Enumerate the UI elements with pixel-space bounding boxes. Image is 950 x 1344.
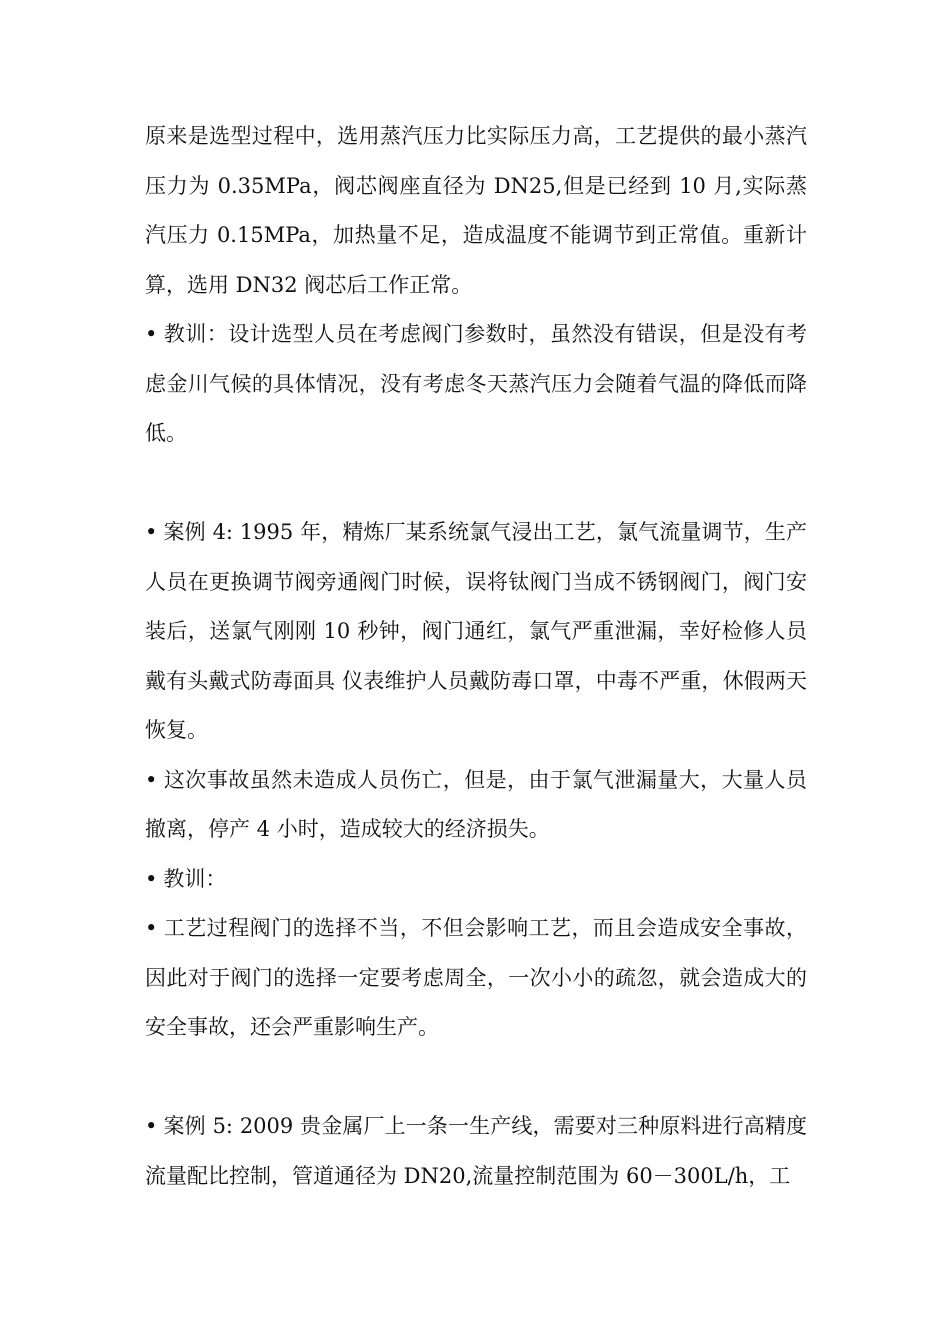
paragraph-text: 教训： xyxy=(163,866,227,891)
paragraph-case-3-continuation xyxy=(145,112,807,310)
bullet-lesson-heading xyxy=(145,855,807,905)
paragraph-text: 案例 5: 2009 贵金属厂上一条一生产线，需要对三种原料进行高精度流量配比控制，管道通径为 DN20,流量控制范围为 60－300L/h，工 xyxy=(145,1114,807,1188)
paragraph-spacer xyxy=(145,459,807,509)
paragraph-text: 工艺过程阀门的选择不当，不但会影响工艺，而且会造成安全事故，因此对于阀门的选择一定要考虑周全，一次小小的疏忽，就会造成大的安全事故，还会严重影响生产。 xyxy=(145,916,807,1039)
paragraph-spacer xyxy=(145,1053,807,1103)
bullet-dot: • xyxy=(145,866,158,891)
paragraph-text: 教训：设计选型人员在考虑阀门参数时，虽然没有错误，但是没有考虑金川气候的具体情况，没有考虑冬天蒸汽压力会随着气温的降低而降低。 xyxy=(145,322,807,445)
document-page xyxy=(145,112,807,1201)
bullet-case-4-consequence xyxy=(145,756,807,855)
bullet-dot: • xyxy=(145,1114,158,1138)
bullet-dot: • xyxy=(145,767,158,792)
paragraph-text: 这次事故虽然未造成人员伤亡，但是，由于氯气泄漏量大，大量人员撤离，停产 4 小时，造成较大的经济损失。 xyxy=(145,767,807,841)
paragraph-text: 案例 4: 1995 年，精炼厂某系统氯气浸出工艺，氯气流量调节，生产人员在更换调节阀旁通阀门时候，误将钛阀门当成不锈钢阀门，阀门安装后，送氯气刚刚 10 秒钟，阀门通红，氯气严重泄漏，幸好检修人员戴有头戴式防毒面具 仪表维护人员戴防毒口罩，中毒不严重，休假两天恢复。 xyxy=(145,520,807,742)
bullet-dot: • xyxy=(145,916,158,940)
bullet-lesson-case-3 xyxy=(145,310,807,459)
bullet-dot: • xyxy=(145,322,158,346)
bullet-case-5 xyxy=(145,1102,807,1201)
bullet-case-4 xyxy=(145,508,807,756)
bullet-dot: • xyxy=(145,520,158,544)
bullet-lesson-case-4 xyxy=(145,904,807,1053)
paragraph-text: 原来是选型过程中，选用蒸汽压力比实际压力高，工艺提供的最小蒸汽压力为 0.35MPa，阀芯阀座直径为 DN25,但是已经到 10 月,实际蒸汽压力 0.15MPa，加热量不足，造成温度不能调节到正常值。重新计算，选用 DN32 阀芯后工作正常。 xyxy=(145,124,807,297)
